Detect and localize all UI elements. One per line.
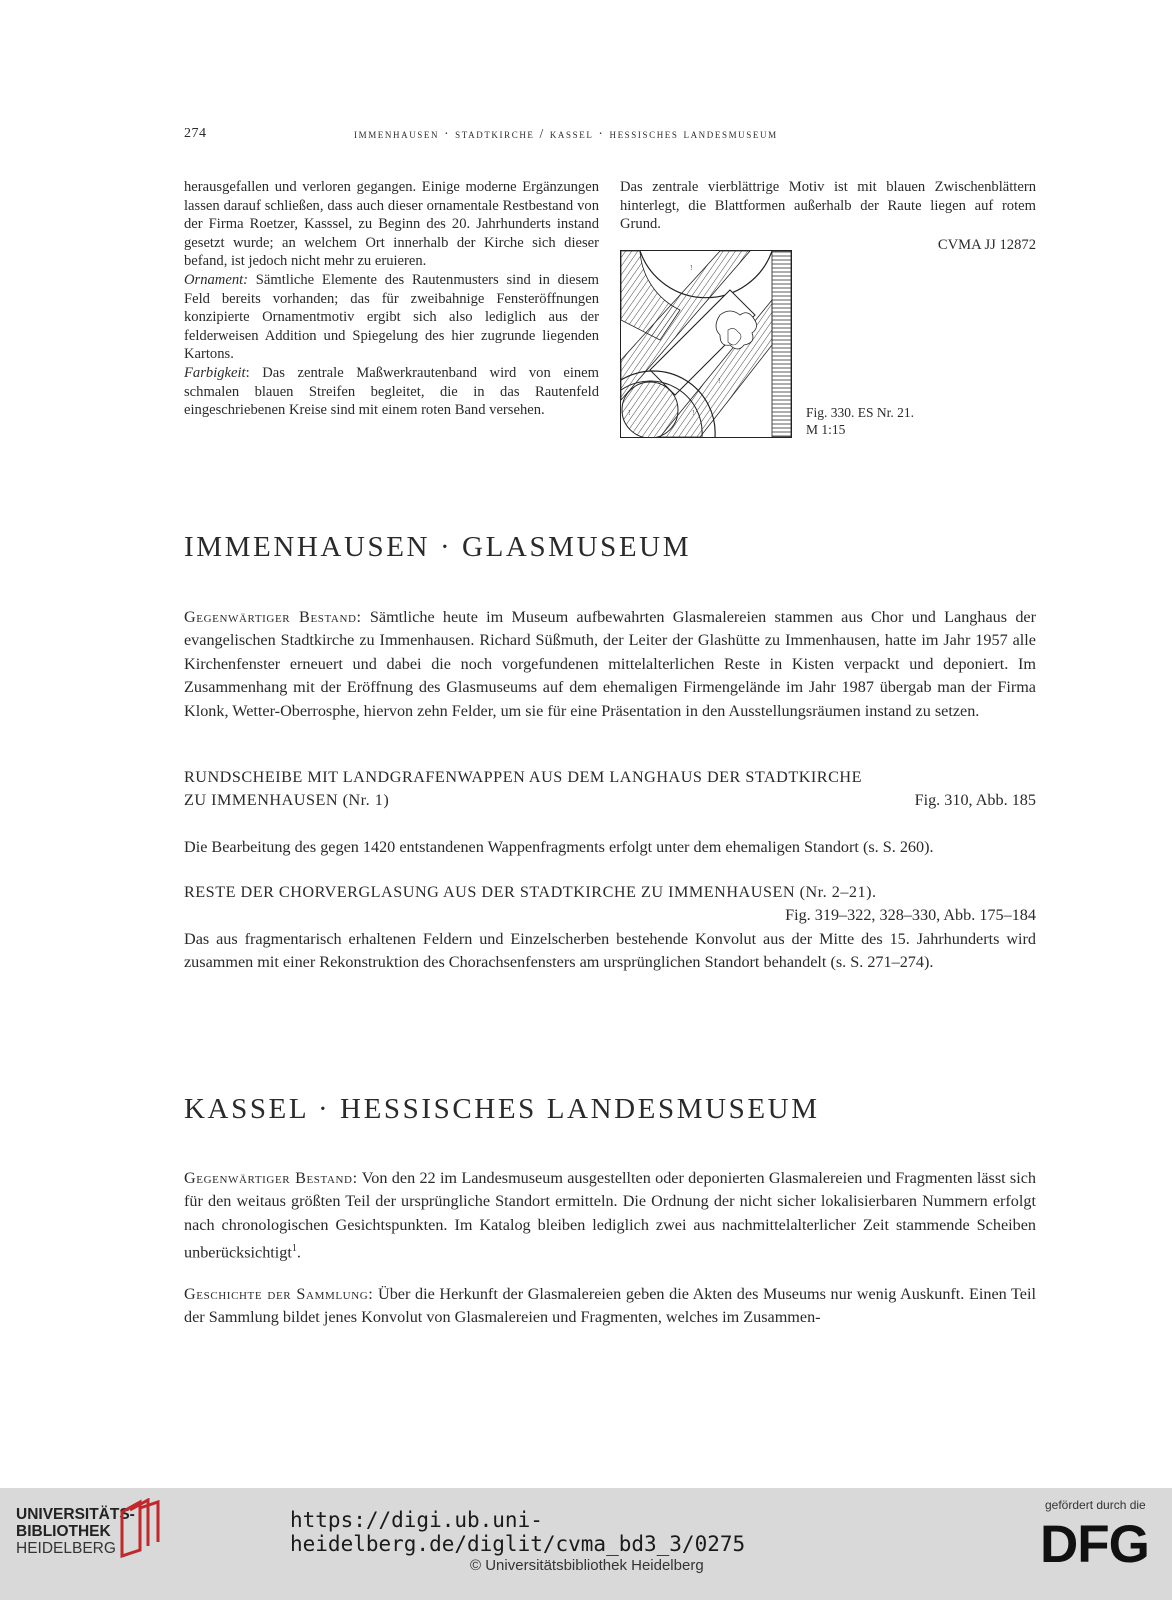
logo-line: UNIVERSITÄTS- (16, 1506, 135, 1523)
photo-signature: CVMA JJ 12872 (937, 236, 1036, 253)
figure-caption (806, 404, 914, 438)
entry-heading-row (184, 789, 1036, 812)
dfg-logo[interactable]: DFG (1040, 1515, 1149, 1574)
bestand-label: Gegenwärtiger Bestand: (184, 1169, 358, 1187)
figure-reference: Fig. 310, Abb. 185 (914, 791, 1036, 810)
footnote-marker[interactable]: 1 (291, 1243, 297, 1255)
landesmuseum-geschichte (184, 1283, 1036, 1330)
dfg-tagline: gefördert durch die (1045, 1498, 1146, 1512)
permalink-url[interactable]: https://digi.ub.uni-heidelberg.de/diglit/cvma_bd3_3/0275 (290, 1508, 746, 1556)
paragraph (184, 364, 599, 420)
svg-text:!: ! (628, 410, 631, 417)
bestand-text: Von den 22 im Landesmuseum ausgestellten oder deponierten Glasmalereien und Fragmenten lässt sich für den weitaus größten Teil der ursprüngliche Standort ermitteln. Die Ordnung der nicht sicher lokalisierbaren Nummern erfolgt nach chronologischen Gesichtspunkten. Im Katalog bleiben lediglich zwei aus nachmittelalterlicher Zeit stammende Scheiben unberücksichtigt (184, 1169, 1036, 1262)
paragraph (184, 1283, 1036, 1330)
catalog-entry-1 (184, 766, 1036, 813)
left-column (184, 178, 599, 420)
figure-caption-scale: M 1:15 (806, 422, 846, 437)
bestand-text: Sämtliche heute im Museum aufbewahrten Glasmalereien stammen aus Chor und Langhaus der evangelischen Stadtkirche zu Immenhausen. Richard Süßmuth, der Leiter der Glashütte zu Immenhausen, hatte im Jahr 1957 alle Kirchenfenster erneuert und dabei die noch vorgefundenen mittelalterlichen Reste in Kisten verpackt und deponiert. Im Zusammenhang mit der Eröffnung des Glasmuseums auf dem ehemaligen Firmengelände im Jahr 1987 übergab man der Firma Klonk, Wetter-Oberrosphe, hiervon zehn Felder, um sie für eine Präsentation in den Ausstellungsräumen instand zu setzen. (184, 608, 1036, 720)
figure-caption-line: Fig. 330. ES Nr. 21. (806, 405, 915, 420)
glasmuseum-bestand (184, 606, 1036, 723)
section-title-landesmuseum: KASSEL · HESSISCHES LANDESMUSEUM (184, 1093, 820, 1125)
figure-reference: Fig. 319–322, 328–330, Abb. 175–184 (785, 906, 1036, 925)
running-title: immenhausen · stadtkirche / kassel · hessisches landesmuseum (354, 126, 778, 141)
catalog-entry-2 (184, 881, 1036, 927)
svg-text:!: ! (692, 410, 695, 417)
catalog-entry-1-text (184, 836, 1036, 859)
farbigkeit-label: Farbigkeit (184, 364, 246, 381)
catalog-entry-2-text (184, 928, 1036, 975)
section-title-glasmuseum: IMMENHAUSEN · GLASMUSEUM (184, 531, 692, 563)
svg-text:!: ! (690, 265, 693, 272)
right-column (620, 178, 1036, 254)
geschichte-text: Über die Herkunft der Glasmalereien geben die Akten des Museums nur wenig Auskunft. Einen Teil der Sammlung bildet jenes Konvolut von Glasmalereien und Fragmenten, welches im Zusammen- (184, 1285, 1036, 1327)
entry-heading-line: RESTE DER CHORVERGLASUNG AUS DER STADTKIRCHE ZU IMMENHAUSEN (Nr. 2–21). (184, 883, 877, 901)
running-header (184, 126, 1036, 148)
ub-logo-mark-icon (118, 1498, 162, 1558)
entry-heading-line: RUNDSCHEIBE MIT LANDGRAFENWAPPEN AUS DEM LANGHAUS DER STADTKIRCHE (184, 768, 862, 786)
paragraph (184, 271, 599, 364)
paragraph: Das zentrale vierblättrige Motiv ist mit blauen Zwischenblättern hinterlegt, die Blattformen außerhalb der Raute liegen auf rotem Grund. (620, 179, 1036, 233)
copyright-notice: © Universitätsbibliothek Heidelberg (470, 1557, 704, 1574)
figure-330-drawing (620, 250, 792, 438)
entry-heading-line: ZU IMMENHAUSEN (Nr. 1) (184, 791, 390, 810)
svg-text:!: ! (718, 378, 721, 385)
paragraph (184, 606, 1036, 723)
ornament-text: Sämtliche Elemente des Rautenmusters sind in diesem Feld bereits vorhanden; das für zweibahnige Fensteröffnungen konzipierte Ornamentmotiv ergibt sich also lediglich aus der felderweisen Addition und Spiegelung des hier zugrunde liegenden Kartons. (184, 271, 599, 363)
page-number: 274 (184, 126, 207, 141)
landesmuseum-bestand (184, 1167, 1036, 1265)
entry-heading-row (184, 904, 1036, 927)
farbigkeit-text: : Das zentrale Maßwerkrautenband wird von einem schmalen blauen Streifen begleitet, die in das Rautenfeld eingeschriebenen Kreise sind mit einem roten Band versehen. (184, 364, 599, 419)
paragraph (184, 1167, 1036, 1265)
geschichte-label: Geschichte der Sammlung: (184, 1285, 374, 1303)
ornament-label: Ornament: (184, 271, 249, 288)
paragraph: Die Bearbeitung des gegen 1420 entstandenen Wappenfragments erfolgt unter dem ehemaligen Standort (s. S. 260). (184, 838, 934, 856)
punctuation: . (296, 1243, 301, 1262)
bestand-label: Gegenwärtiger Bestand: (184, 608, 362, 626)
logo-line: BIBLIOTHEK (16, 1523, 111, 1540)
paragraph: herausgefallen und verloren gegangen. Einige moderne Ergänzungen lassen darauf schließen, dass auch dieser ornamentale Restbestand von der Firma Roetzer, Kasssel, zu Beginn des 20. Jahrhunderts instand gesetzt wurde; an welchem Ort innerhalb der Kirche sich dieser befand, ist jedoch nicht mehr zu eruieren. (184, 179, 599, 270)
paragraph: Das aus fragmentarisch erhaltenen Feldern und Einzelscherben bestehende Konvolut aus der Mitte des 15. Jahrhunderts wird zusammen mit einer Rekonstruktion des Chorachsenfensters am ursprünglichen Standort behandelt (s. S. 271–274). (184, 930, 1036, 972)
logo-line: HEIDELBERG (16, 1540, 116, 1557)
